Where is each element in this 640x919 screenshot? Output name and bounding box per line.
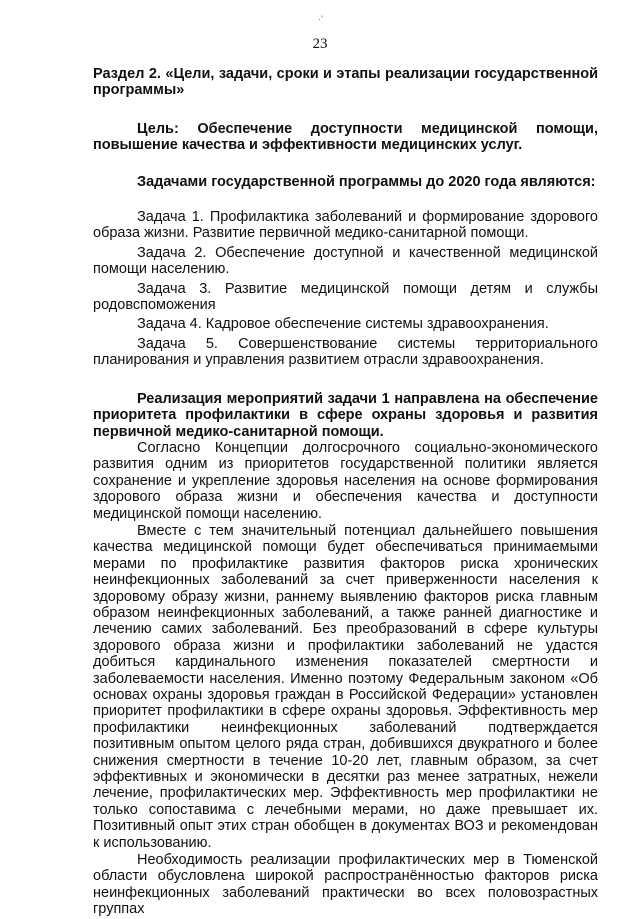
section-title: Раздел 2. «Цели, задачи, сроки и этапы реализации государственной программы»: [93, 66, 598, 99]
body-paragraph-1: Согласно Концепции долгосрочного социально-экономического развития одним из приоритетов государственной политики является сохранение и укрепление здоровья населения на основе формирования здорового образа жизни и обеспечения качества и доступности медицинской помощи населению.: [93, 439, 598, 522]
tasks-heading: Задачами государственной программы до 2020 года являются:: [137, 173, 596, 190]
task-item-4: Задача 4. Кадровое обеспечение системы здравоохранения.: [137, 316, 549, 333]
goal-statement: Цель: Обеспечение доступности медицинской помощи, повышение качества и эффективности медицинских услуг.: [93, 120, 598, 154]
task-item-2: Задача 2. Обеспечение доступной и качественной медицинской помощи населению.: [93, 244, 598, 278]
body-paragraph-2: Вместе с тем значительный потенциал дальнейшего повышения качества медицинской помощи будет обеспечиваться принимаемыми мерами по профилактике развития факторов риска хронических неинфекционных заболеваний за счет приверженности населения к здоровому образу жизни, раннему выявлению факторов риска главным образом неинфекционных заболеваний, а также ранней диагностике и лечению самих заболеваний. Без преобразований в сфере культуры здорового образа жизни и профилактики заболеваний не удастся добиться кардинального изменения показателей смертности и заболеваемости населения. Именно поэтому Федеральным законом «Об основах охраны здоровья граждан в Российской Федерации» установлен приоритет профилактики в сфере охраны здоровья. Эффективность мер профилактики неинфекционных заболеваний подтверждается позитивным опытом целого ряда стран, добившихся двукратного и более снижения смертности в течение 10-20 лет, главным образом, за счет эффективных и экономически в десятки раз менее затратных, нежели лечение, профилактических мер. Эффективность мер профилактики не только сопоставима с лечебными мерами, но даже превышает их. Позитивный опыт этих стран обобщен в документах ВОЗ и рекомендован к использованию.: [93, 522, 598, 851]
task-item-5: Задача 5. Совершенствование системы территориального планирования и управления развитием отрасли здравоохранения.: [93, 335, 598, 369]
task-item-3: Задача 3. Развитие медицинской помощи детям и службы родовспоможения: [93, 280, 598, 314]
task-item-1: Задача 1. Профилактика заболеваний и формирование здорового образа жизни. Развитие первичной медико-санитарной помощи.: [93, 209, 598, 242]
body-paragraph-3: Необходимость реализации профилактических мер в Тюменской области обусловлена широкой распространённостью факторов риска неинфекционных заболеваний практически во всех половозрастных группах: [93, 852, 598, 918]
scan-mark: ·’: [318, 14, 323, 24]
page-content: [93, 66, 598, 919]
implementation-heading: Реализация мероприятий задачи 1 направлена на обеспечение приоритета профилактики в сфере охраны здоровья и развития первичной медико-санитарной помощи.: [93, 390, 598, 440]
page-number: 23: [312, 36, 328, 52]
